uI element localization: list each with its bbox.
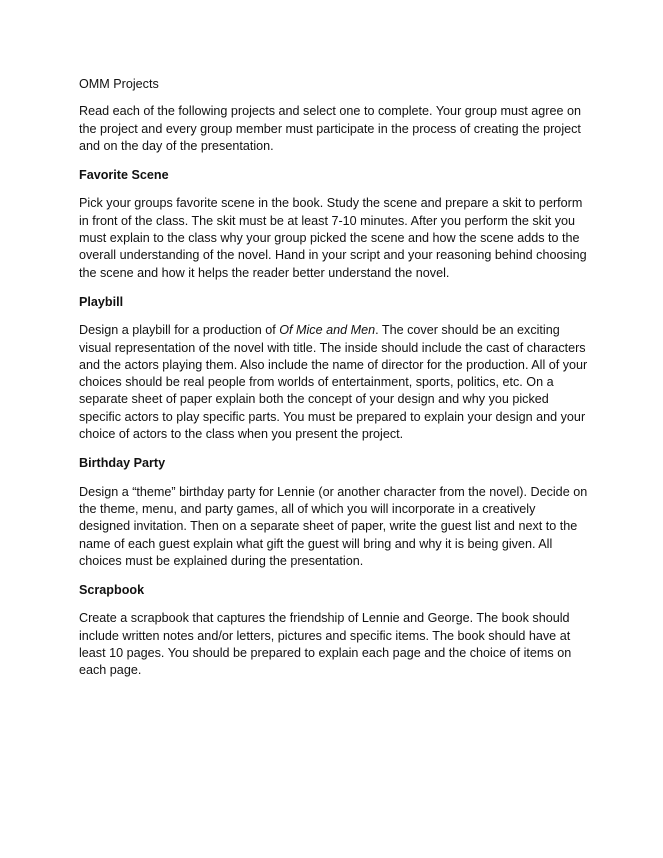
section-body-text: Pick your groups favorite scene in the book. Study the scene and prepare a skit to perform in front of the class. The skit must be at least 7-10 minutes. After you perform the skit you must explain to the class why your group picked the scene and how the scene adds to the overall understanding of the novel. Hand in your script and your reasoning behind choosing the scene and how it helps the reader better understand the novel. xyxy=(79,196,587,280)
section-body-text: Design a playbill for a production of xyxy=(79,323,280,338)
section-body-text: . The cover should be an exciting visual representation of the novel with title. The inside should include the cast of characters and the actors playing them. Also include the name of director for the production. All of your choices should be real people from worlds of entertainment, sports, politics, etc. On a separate sheet of paper explain both the concept of your design and why you picked specific actors to play specific parts. You must be prepared to explain your design and your choice of actors to the class when you present the project. xyxy=(79,323,588,442)
document-title: OMM Projects xyxy=(79,77,159,91)
section-heading: Favorite Scene xyxy=(79,168,169,183)
section-body xyxy=(79,484,589,570)
section-body-text: Design a “theme” birthday party for Lennie (or another character from the novel). Decide on the theme, menu, and party games, all of which you will incorporate in a creatively designed invitation. Then on a separate sheet of paper, write the guest list and next to the name of each guest explain what gift the guest will bring and why it is being given. All choices must be explained during the presentation. xyxy=(79,484,588,568)
section-birthday-party xyxy=(79,455,589,570)
intro-paragraph: Read each of the following projects and select one to complete. Your group must agree on the project and every group member must participate in the process of creating the project and on the day of the presentation. xyxy=(79,104,581,153)
section-playbill xyxy=(79,294,589,443)
section-favorite-scene xyxy=(79,167,589,282)
section-body xyxy=(79,195,589,281)
section-heading: Scrapbook xyxy=(79,583,145,598)
section-body-text: Create a scrapbook that captures the friendship of Lennie and George. The book should include written notes and/or letters, pictures and specific items. The book should have at least 10 pages. You should be prepared to explain each page and the choice of items on each page. xyxy=(79,611,572,678)
document-page xyxy=(79,76,589,692)
section-heading: Playbill xyxy=(79,294,124,309)
section-body xyxy=(79,322,589,443)
section-heading: Birthday Party xyxy=(79,456,166,471)
section-body xyxy=(79,610,589,679)
book-title-emphasis: Of Mice and Men xyxy=(279,323,376,338)
section-scrapbook xyxy=(79,582,589,679)
